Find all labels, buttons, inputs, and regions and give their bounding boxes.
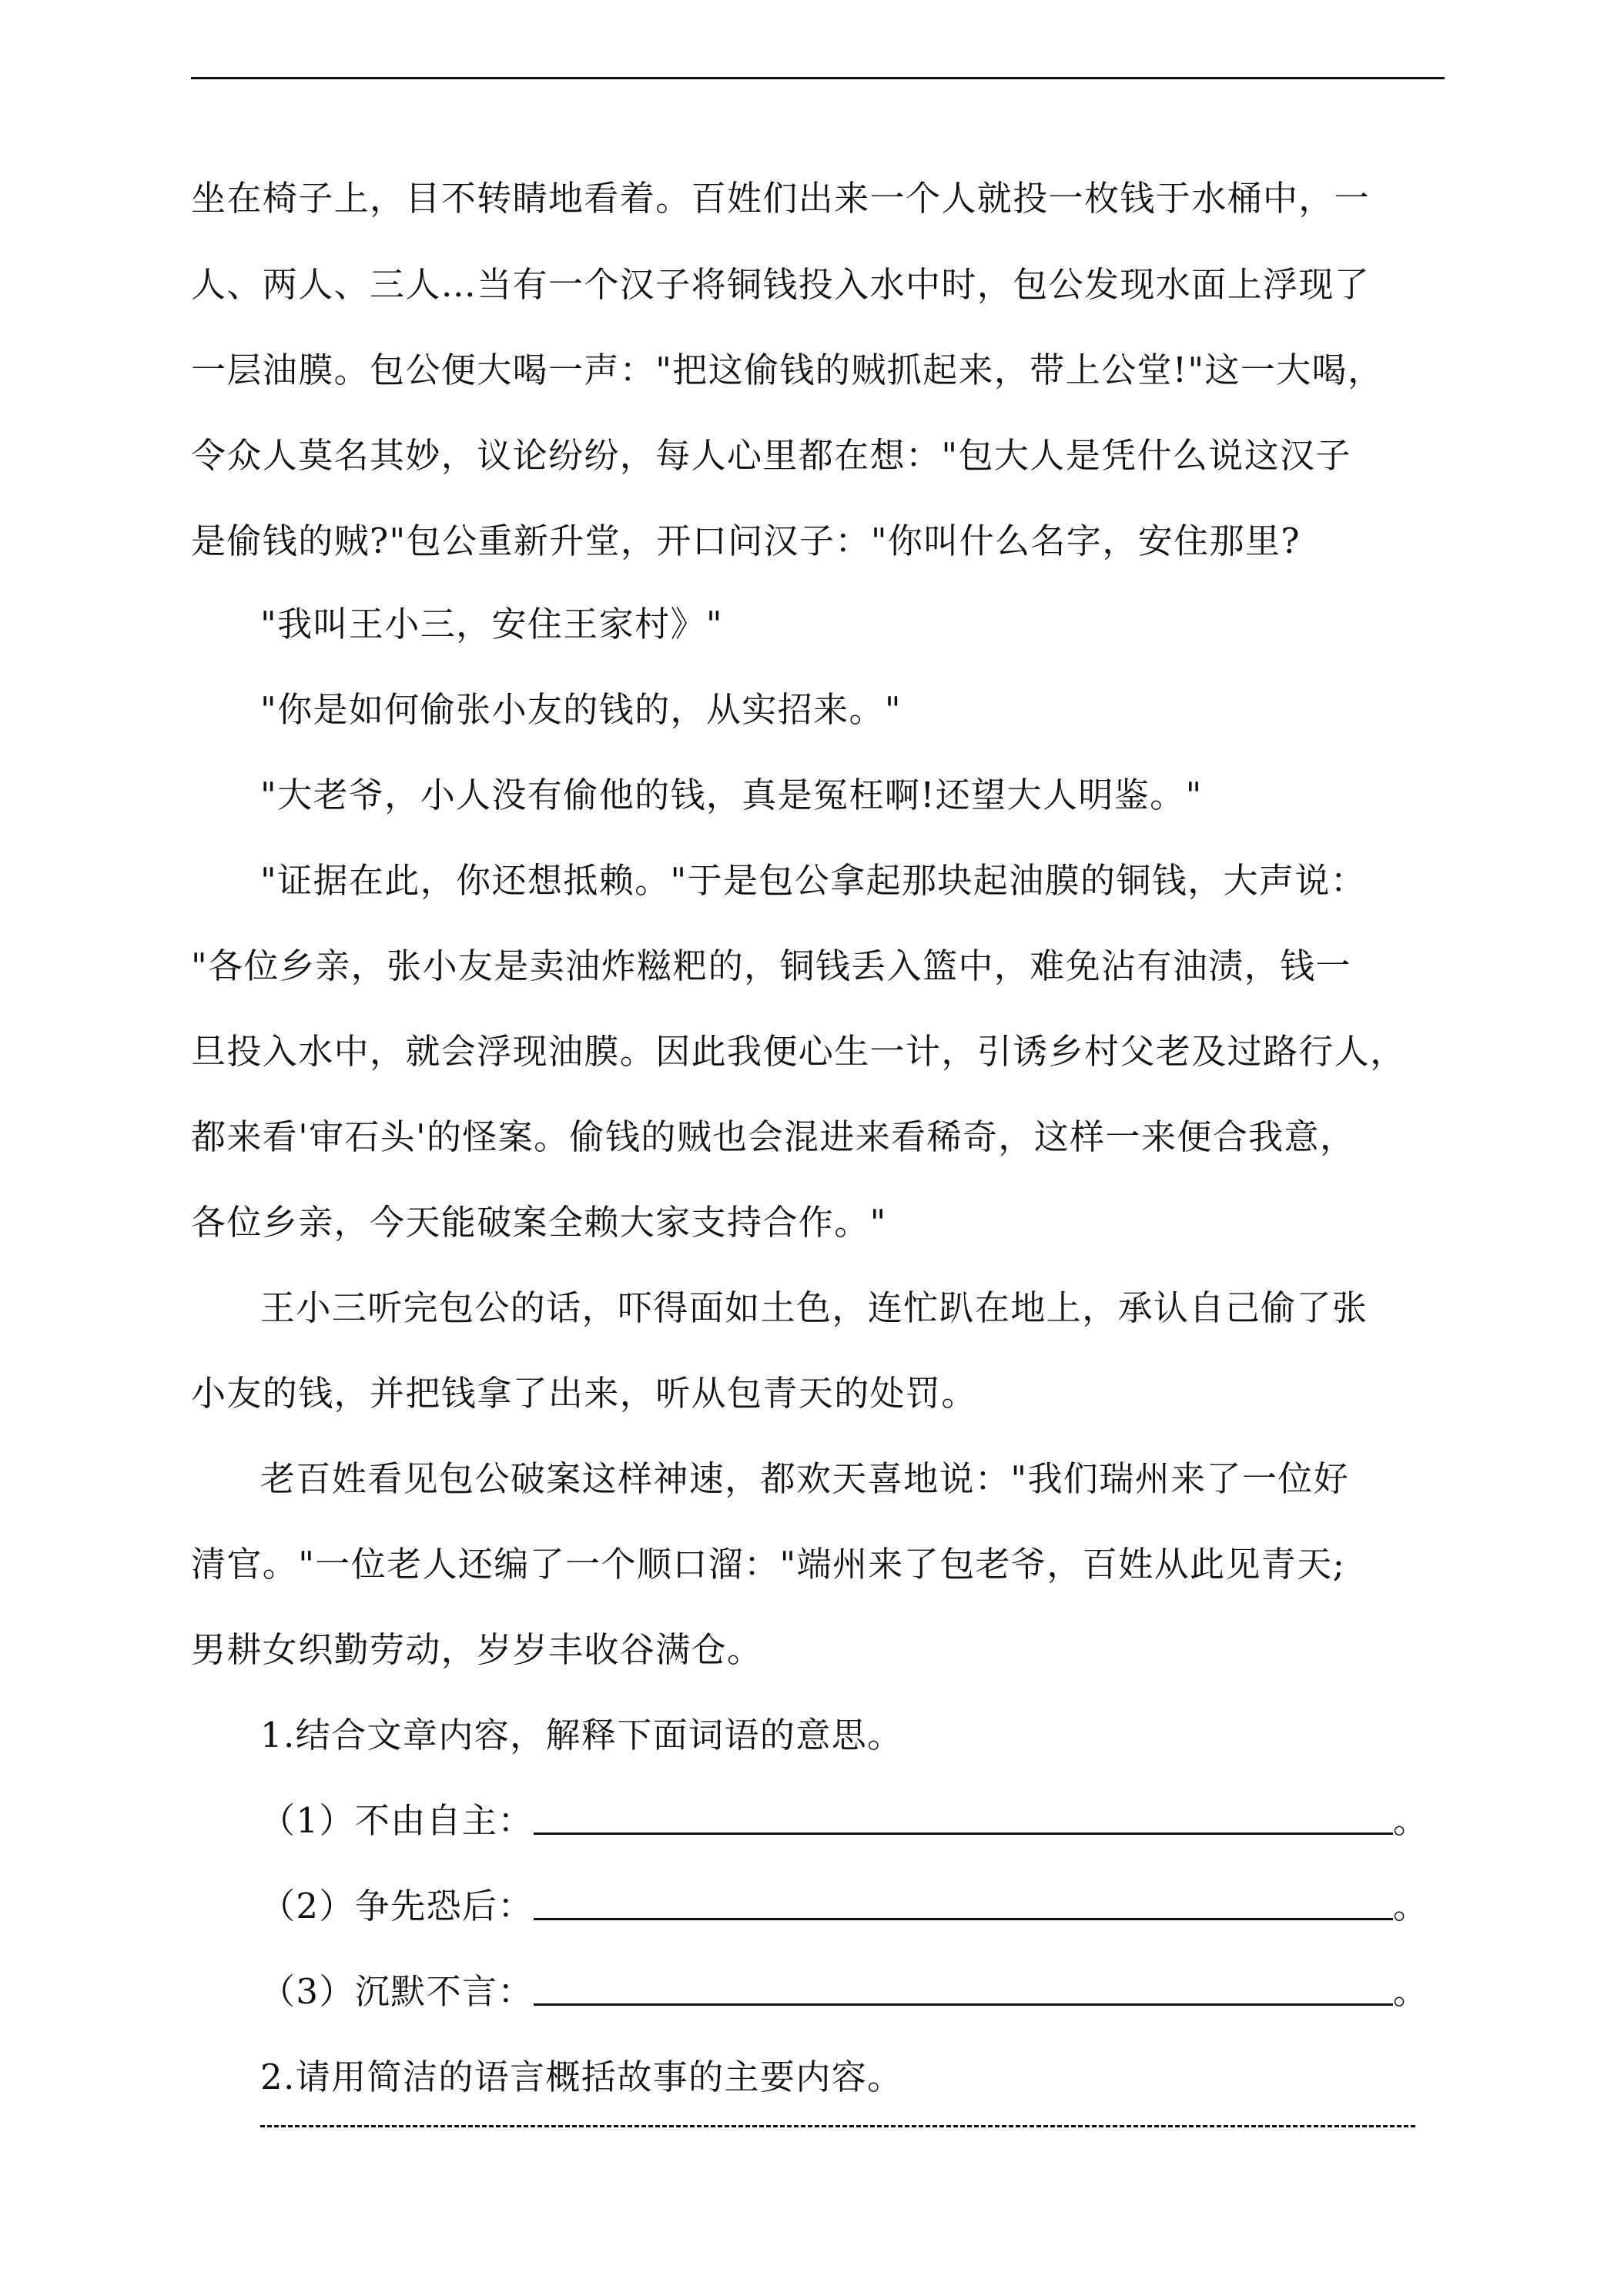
passage-line: 是偷钱的贼?"包公重新升堂，开口问汉子："你叫什么名字，安住那里? [191, 520, 1301, 561]
passage-line: 小友的钱，并把钱拿了出来，听从包青天的处罚。 [191, 1373, 977, 1414]
question-1-prompt: 1.结合文章内容，解释下面词语的意思。 [260, 1715, 903, 1755]
end-punctuation: 。 [1392, 1886, 1428, 1926]
header-rule [191, 77, 1445, 79]
term-label: （3）沉默不言： [260, 1971, 534, 2012]
passage-line: 老百姓看见包公破案这样神速，都欢天喜地说："我们瑞州来了一位好 [260, 1458, 1350, 1499]
answer-blank[interactable] [534, 1918, 1393, 1920]
passage-line: 一层油膜。包公便大喝一声："把这偷钱的贼抓起来，带上公堂!"这一大喝， [191, 350, 1384, 390]
passage-line: "各位乡亲，张小友是卖油炸糍粑的，铜钱丢入篮中，难免沾有油渍，钱一 [191, 946, 1351, 986]
passage-line: 旦投入水中，就会浮现油膜。因此我便心生一计，引诱乡村父老及过路行人， [191, 1031, 1406, 1072]
question-1-item [260, 1969, 1451, 2015]
dialogue-line: "我叫王小三，安住王家村》" [260, 604, 723, 644]
question-1-item [260, 1883, 1451, 1930]
dialogue-line: "你是如何偷张小友的钱的，从实招来。" [260, 689, 902, 730]
passage-line: 令众人莫名其妙，议论纷纷，每人心里都在想："包大人是凭什么说这汉子 [191, 435, 1351, 476]
end-punctuation: 。 [1392, 1971, 1428, 2012]
passage-line: 都来看'审石头'的怪案。偷钱的贼也会混进来看稀奇，这样一来便合我意， [191, 1116, 1356, 1157]
passage-line: 王小三听完包公的话，吓得面如土色，连忙趴在地上，承认自己偷了张 [260, 1287, 1368, 1328]
answer-blank[interactable] [534, 2003, 1393, 2006]
passage-line: 各位乡亲，今天能破案全赖大家支持合作。" [191, 1202, 887, 1243]
passage-line: 坐在椅子上，目不转睛地看着。百姓们出来一个人就投一枚钱于水桶中，一 [191, 178, 1371, 219]
term-label: （1）不由自主： [260, 1800, 534, 1841]
passage-line: 清官。"一位老人还编了一个顺口溜："端州来了包老爷，百姓从此见青天; [191, 1544, 1346, 1585]
answer-dashed-line[interactable] [260, 2125, 1415, 2127]
passage-line: 人、两人、三人…当有一个汉子将铜钱投入水中时，包公发现水面上浮现了 [191, 264, 1371, 305]
term-label: （2）争先恐后： [260, 1886, 534, 1926]
dialogue-line: "证据在此，你还想抵赖。"于是包公拿起那块起油膜的铜钱，大声说： [260, 860, 1367, 901]
question-1-item [260, 1798, 1451, 1844]
answer-blank[interactable] [534, 1832, 1393, 1835]
passage-line: 男耕女织勤劳动，岁岁丰收谷满仓。 [191, 1629, 763, 1670]
dialogue-line: "大老爷，小人没有偷他的钱，真是冤枉啊!还望大人明鉴。" [260, 775, 1203, 815]
end-punctuation: 。 [1392, 1800, 1428, 1841]
question-2-prompt: 2.请用简洁的语言概括故事的主要内容。 [260, 2057, 903, 2097]
